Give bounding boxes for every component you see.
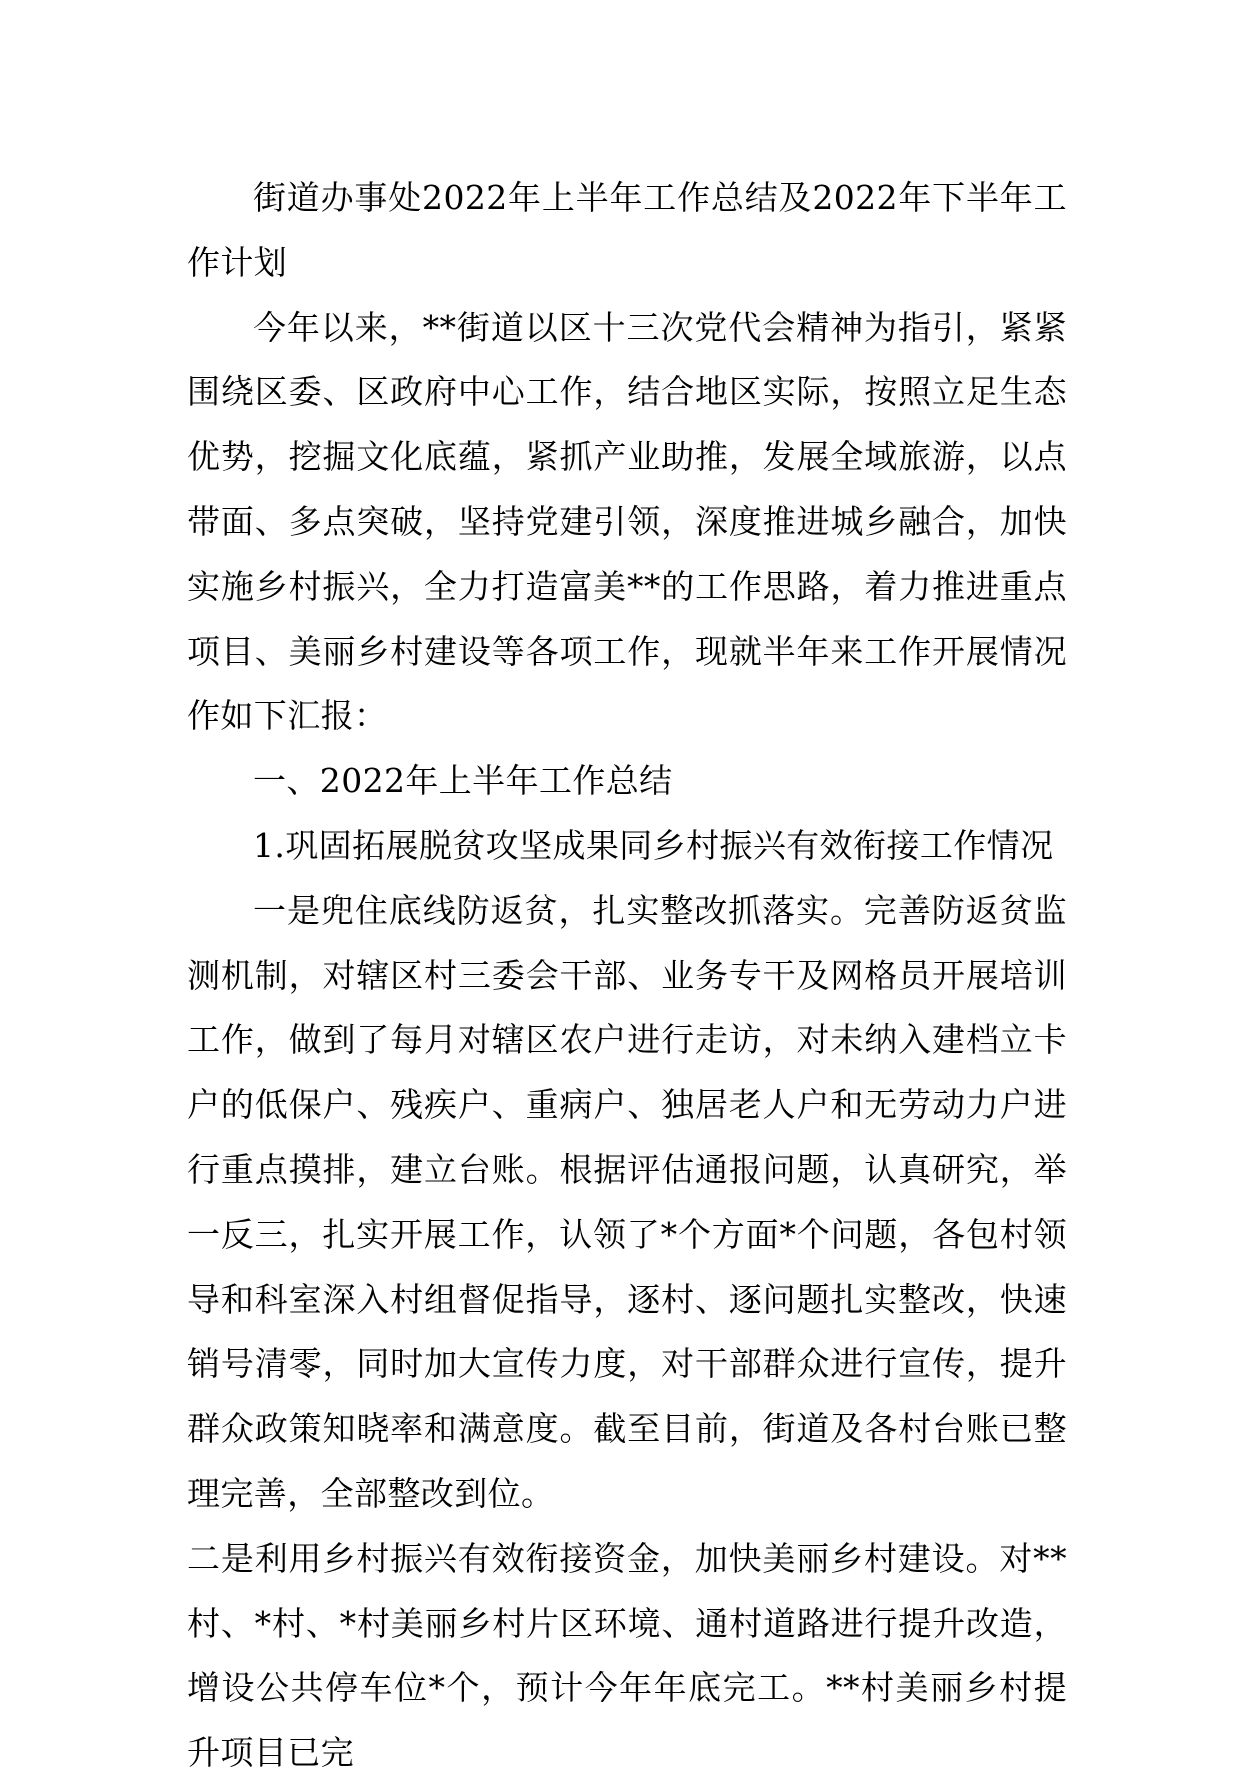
body-paragraph: 二是利用乡村振兴有效衔接资金，加快美丽乡村建设。对**村、*村、*村美丽乡村片区环境、通村道路进行提升改造，增设公共停车位*个，预计今年年底完工。**村美丽乡村提升项目已完 <box>187 1538 1067 1773</box>
document-body <box>187 166 1067 1786</box>
intro-paragraph: 今年以来，**街道以区十三次党代会精神为指引，紧紧围绕区委、区政府中心工作，结合地区实际，按照立足生态优势，挖掘文化底蕴，紧抓产业助推，发展全域旅游，以点带面、多点突破，坚持党建引领，深度推进城乡融合，加快实施乡村振兴，全力打造富美**的工作思路，着力推进重点项目、美丽乡村建设等各项工作，现就半年来工作开展情况作如下汇报： <box>187 307 1067 736</box>
section-heading: 一、2022年上半年工作总结 <box>253 761 673 801</box>
subsection-heading: 1.巩固拓展脱贫攻坚成果同乡村振兴有效衔接工作情况 <box>253 825 1054 865</box>
body-paragraph: 一是兜住底线防返贫，扎实整改抓落实。完善防返贫监测机制，对辖区村三委会干部、业务专干及网格员开展培训工作，做到了每月对辖区农户进行走访，对未纳入建档立卡户的低保户、残疾户、重病户、独居老人户和无劳动力户进行重点摸排，建立台账。根据评估通报问题，认真研究，举一反三，扎实开展工作，认领了*个方面*个问题，各包村领导和科室深入村组督促指导，逐村、逐问题扎实整改，快速销号清零，同时加大宣传力度，对干部群众进行宣传，提升群众政策知晓率和满意度。截至目前，街道及各村台账已整理完善，全部整改到位。 <box>187 890 1067 1513</box>
document-title: 街道办事处2022年上半年工作总结及2022年下半年工作计划 <box>187 178 1067 282</box>
